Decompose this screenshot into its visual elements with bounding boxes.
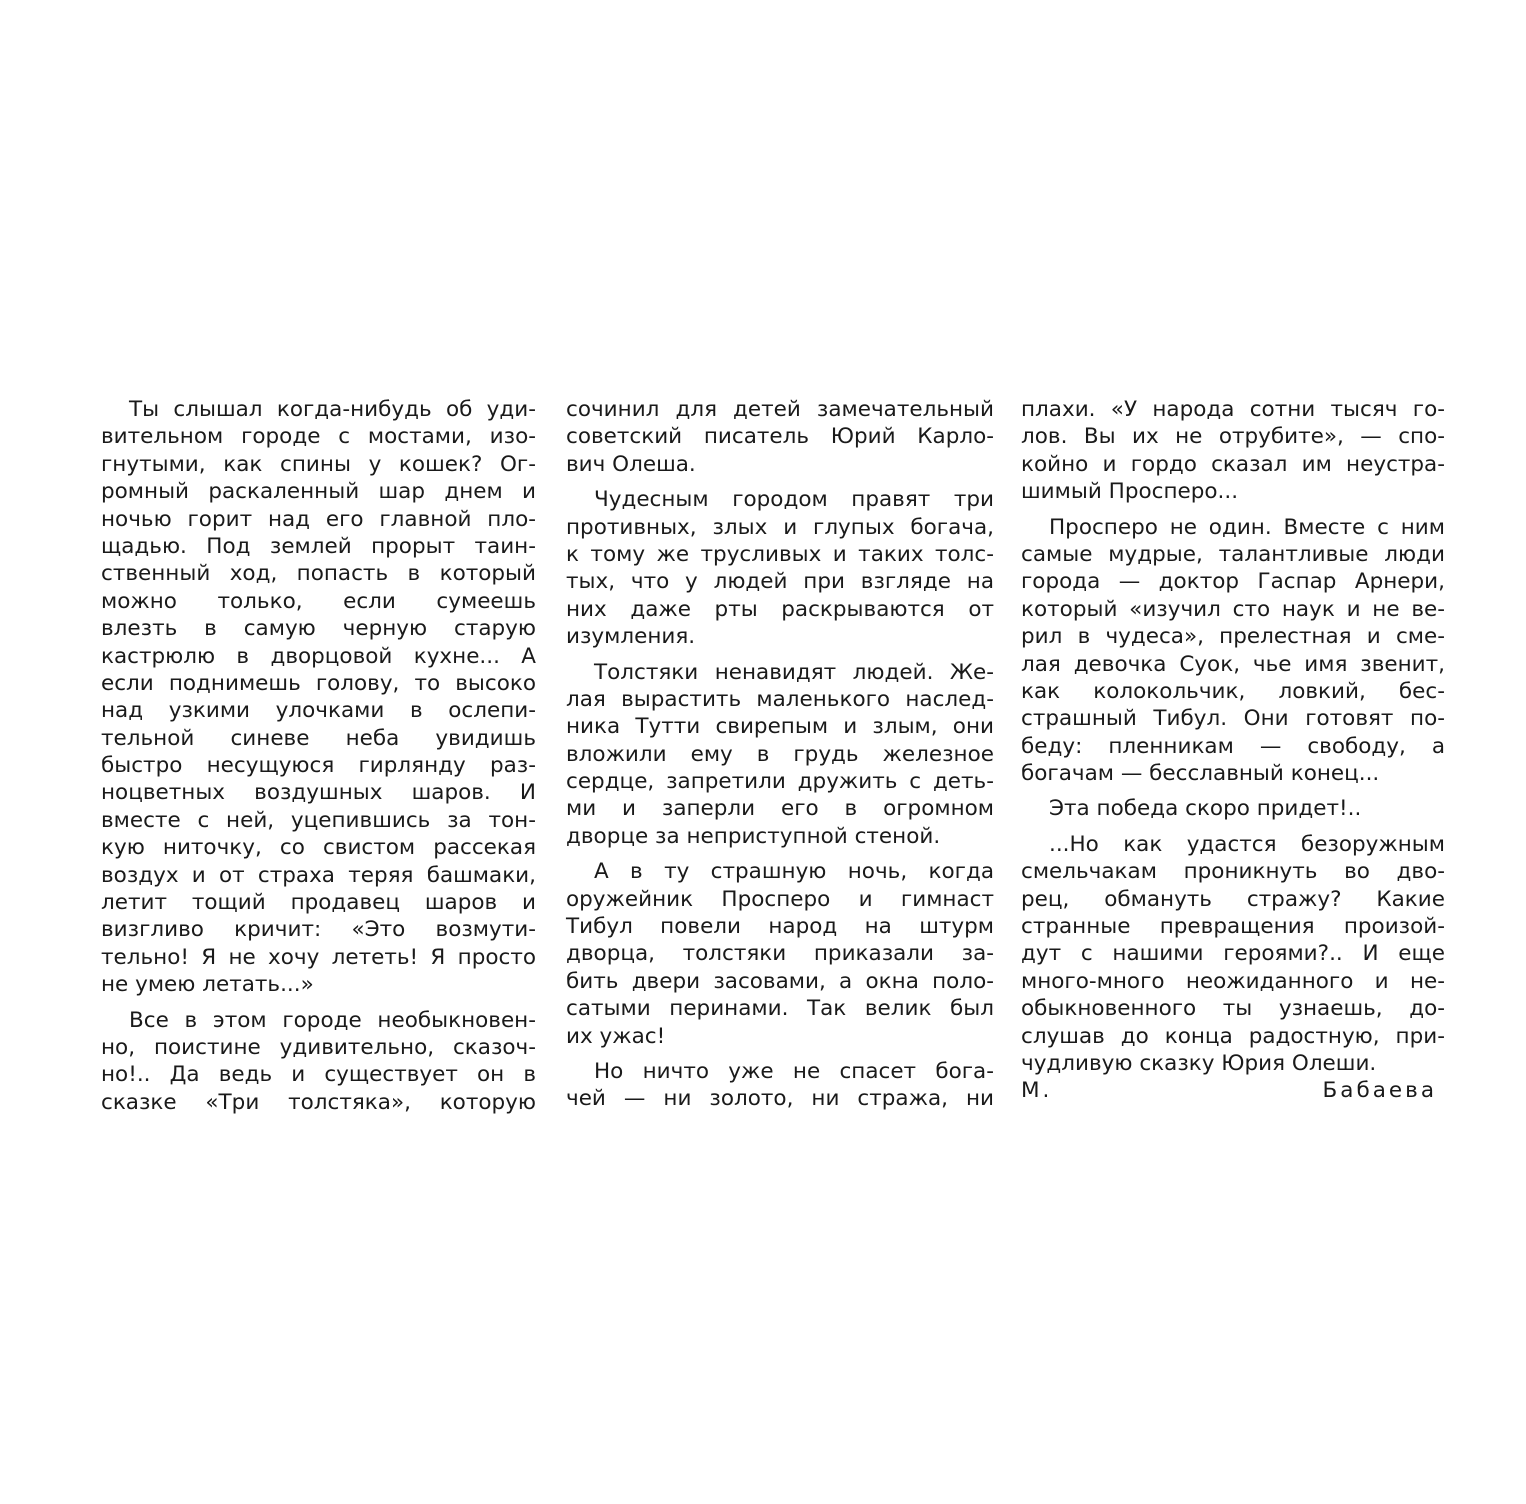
text-line: лов. Вы их не отрубите», — спо- xyxy=(1021,424,1445,450)
text-line: Просперо не один. Вместе с ним xyxy=(1049,514,1445,540)
text-column-2 xyxy=(566,396,994,1113)
text-line: гнутыми, как спины у кошек? Ог- xyxy=(101,451,536,477)
author-signature: М. Бабаева xyxy=(1021,1078,1437,1104)
text-line: тых, что у людей при взгляде на xyxy=(566,569,994,595)
text-line: воздух и от страха теряя башмаки, xyxy=(101,862,536,888)
text-line: лая вырастить маленького наслед- xyxy=(566,686,994,712)
text-line: ...Но как удастся безоружным xyxy=(1049,831,1445,857)
text-line: тельно! Я не хочу лететь! Я просто xyxy=(101,944,536,970)
text-line: дворца, толстяки приказали за- xyxy=(566,941,994,967)
text-line: города — доктор Гаспар Арнери, xyxy=(1021,569,1445,595)
text-line: лая девочка Суок, чье имя звенит, xyxy=(1021,651,1445,677)
text-line: вич Олеша. xyxy=(566,451,696,477)
text-line: можно только, если сумеешь xyxy=(101,588,536,614)
text-line: плахи. «У народа сотни тысяч го- xyxy=(1021,397,1445,422)
text-line: смельчакам проникнуть во дво- xyxy=(1021,859,1445,885)
text-line: советский писатель Юрий Карло- xyxy=(566,424,994,450)
text-line: беду: пленникам — свободу, а xyxy=(1021,733,1445,759)
text-line: сказке «Три толстяка», которую xyxy=(101,1089,536,1115)
text-line: странные превращения произой- xyxy=(1021,914,1445,940)
text-line: страшный Тибул. Они готовят по- xyxy=(1021,706,1445,732)
text-line: рец, обмануть стражу? Какие xyxy=(1021,886,1445,912)
text-line: слушав до конца радостную, при- xyxy=(1021,1023,1445,1049)
paragraph-gap xyxy=(566,651,994,659)
text-line: А в ту страшную ночь, когда xyxy=(594,859,994,885)
text-line: Чудесным городом правят три xyxy=(594,487,994,513)
text-line: сердце, запретили дружить с деть- xyxy=(566,769,994,795)
text-line: щадью. Под землей прорыт таин- xyxy=(101,533,536,559)
text-line: ромный раскаленный шар днем и xyxy=(101,479,536,505)
text-line: их ужас! xyxy=(566,1023,666,1049)
text-line: изумления. xyxy=(566,624,696,650)
text-line: рил в чудеса», прелестная и сме- xyxy=(1021,624,1445,650)
text-line: ночью горит над его главной пло- xyxy=(101,506,536,532)
paragraph-gap xyxy=(566,850,994,858)
text-line: Но ничто уже не спасет бога- xyxy=(594,1058,994,1084)
paragraph-gap xyxy=(566,478,994,486)
text-line: богачам — бесславный конец... xyxy=(1021,761,1380,787)
text-line: над узкими улочками в ослепи- xyxy=(101,698,536,724)
text-line: чудливую сказку Юрия Олеши. xyxy=(1021,1050,1377,1076)
text-line: если поднимешь голову, то высоко xyxy=(101,670,536,696)
text-line: противных, злых и глупых богача, xyxy=(566,514,994,540)
paragraph-gap xyxy=(566,1050,994,1058)
text-line: много-много неожиданного и не- xyxy=(1021,968,1445,994)
text-line: вместе с ней, уцепившись за тон- xyxy=(101,807,536,833)
paragraph-gap xyxy=(1021,506,1445,514)
text-line: вительном городе с мостами, изо- xyxy=(101,424,536,450)
text-line: ственный ход, попасть в который xyxy=(101,561,536,587)
text-line: быстро несущуюся гирлянду раз- xyxy=(101,753,536,779)
text-line: Толстяки ненавидят людей. Же- xyxy=(594,659,994,685)
text-line: дут с нашими героями?.. И еще xyxy=(1021,941,1445,967)
text-line: тельной синеве неба увидишь xyxy=(101,725,536,751)
text-line: них даже рты раскрываются от xyxy=(566,596,994,622)
text-line: к тому же трусливых и таких толс- xyxy=(566,541,994,567)
text-line: как колокольчик, ловкий, бес- xyxy=(1021,678,1445,704)
text-line: вложили ему в грудь железное xyxy=(566,741,994,767)
text-line: сатыми перинами. Так велик был xyxy=(566,996,994,1022)
text-line: визгливо кричит: «Это возмути- xyxy=(101,917,536,943)
text-column-1 xyxy=(101,396,536,1116)
text-line: шимый Просперо... xyxy=(1021,479,1239,505)
text-line: не умею летать...» xyxy=(101,972,314,998)
text-line: кастрюлю в дворцовой кухне... А xyxy=(101,643,536,669)
text-line: дворце за неприступной стеной. xyxy=(566,823,941,849)
text-line: бить двери засовами, а окна поло- xyxy=(566,968,994,994)
text-line: который «изучил сто наук и не ве- xyxy=(1021,596,1445,622)
text-line: кую ниточку, со свистом рассекая xyxy=(101,835,536,861)
paragraph-gap xyxy=(1021,787,1445,795)
text-line: летит тощий продавец шаров и xyxy=(101,890,536,916)
text-line: койно и гордо сказал им неустра- xyxy=(1021,451,1445,477)
text-line: но!.. Да ведь и существует он в xyxy=(101,1062,536,1088)
text-line: обыкновенного ты узнаешь, до- xyxy=(1021,996,1445,1022)
text-line: ника Тутти свирепым и злым, они xyxy=(566,714,994,740)
text-line: Эта победа скоро придет!.. xyxy=(1049,796,1362,822)
text-column-3 xyxy=(1021,396,1445,1105)
text-line: но, поистине удивительно, сказоч- xyxy=(101,1034,536,1060)
text-line: ми и заперли его в огромном xyxy=(566,796,994,822)
text-line: оружейник Просперо и гимнаст xyxy=(566,886,994,912)
text-line: Тибул повели народ на штурм xyxy=(566,914,994,940)
text-line: Все в этом городе необыкновен- xyxy=(129,1007,536,1033)
text-line: самые мудрые, талантливые люди xyxy=(1021,541,1445,567)
text-line: ноцветных воздушных шаров. И xyxy=(101,780,536,806)
paragraph-gap xyxy=(101,999,536,1007)
text-line: влезть в самую черную старую xyxy=(101,616,536,642)
paragraph-gap xyxy=(1021,823,1445,831)
text-line: чей — ни золото, ни стража, ни xyxy=(566,1086,994,1112)
text-line: Ты слышал когда-нибудь об уди- xyxy=(129,397,536,422)
text-line: сочинил для детей замечательный xyxy=(566,397,994,422)
